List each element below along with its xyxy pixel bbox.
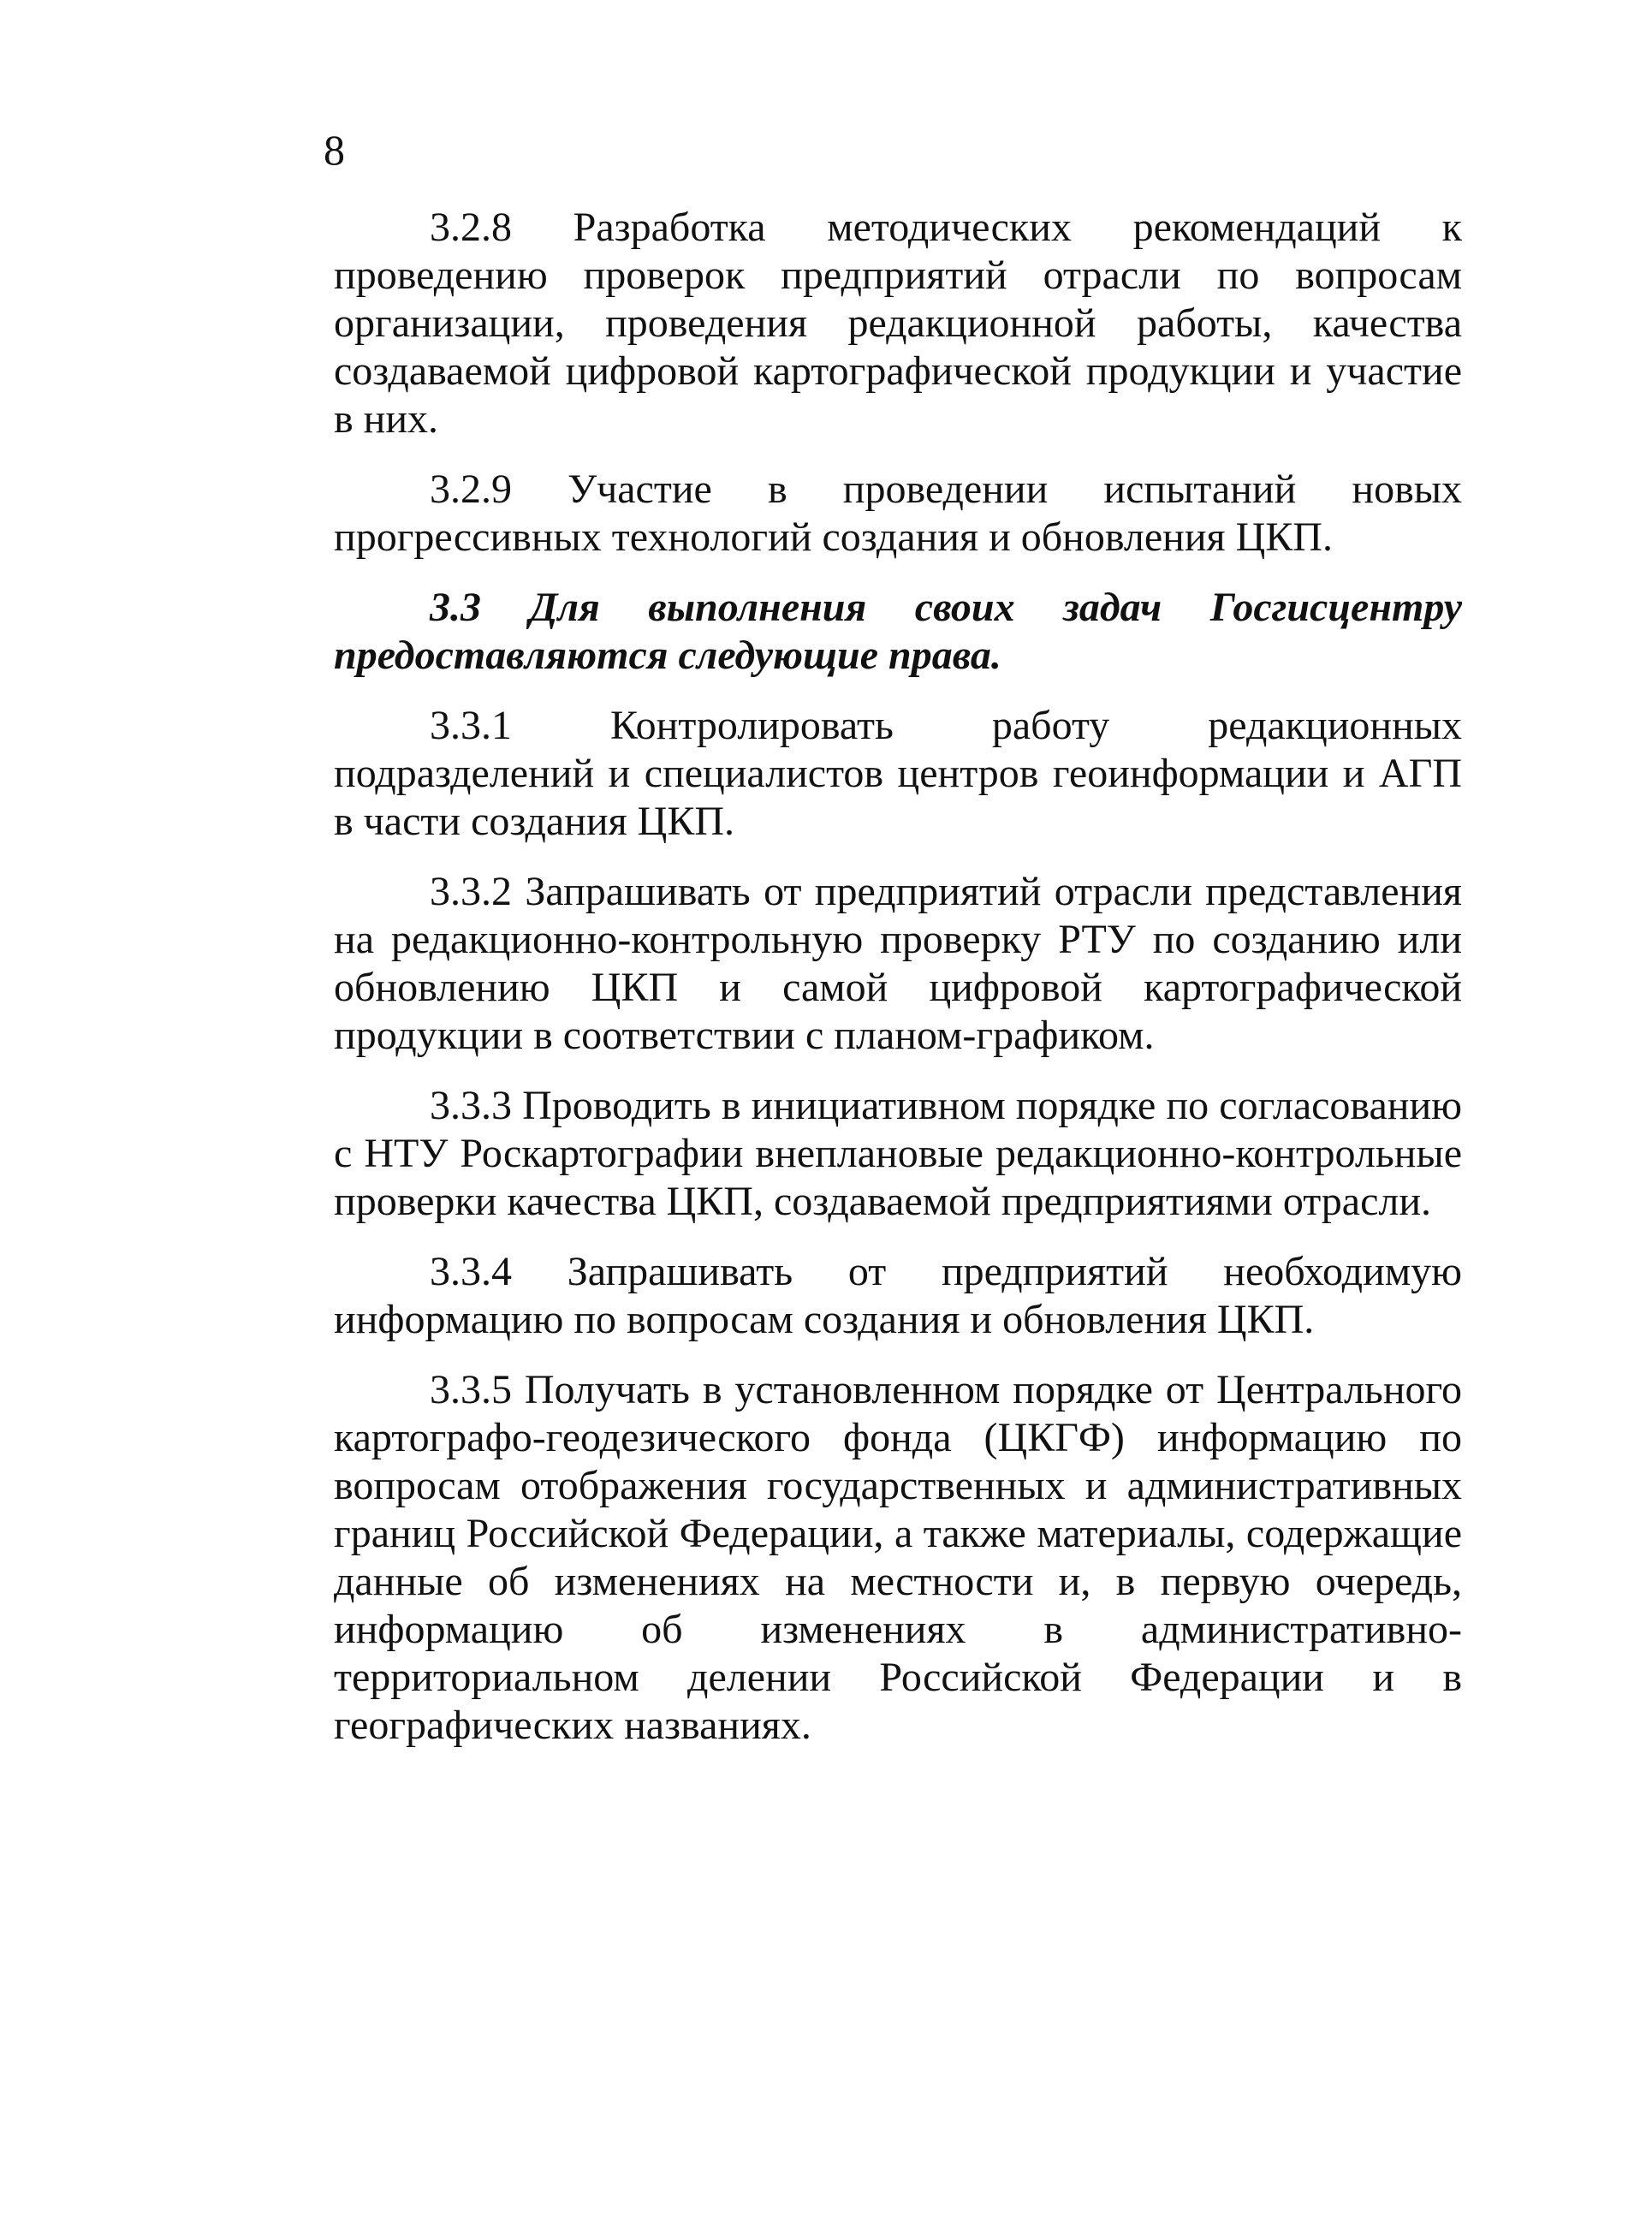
document-body bbox=[334, 204, 1462, 1772]
page-number: 8 bbox=[324, 126, 345, 174]
paragraph-3-2-9: 3.2.9 Участие в проведении испытаний новых прогрессивных технологий создания и обновления ЦКП. bbox=[334, 467, 1462, 560]
paragraph-3-3-3: 3.3.3 Проводить в инициативном порядке по согласованию с НТУ Роскартографии внеплановые редакционно-контрольные проверки качества ЦКП, создаваемой предприятиями отрасли. bbox=[334, 1083, 1462, 1224]
section-heading-3-3: 3.3 Для выполнения своих задач Госгисцентру предоставляются следующие права. bbox=[334, 585, 1462, 678]
paragraph-3-3-4: 3.3.4 Запрашивать от предприятий необходимую информацию по вопросам создания и обновления ЦКП. bbox=[334, 1249, 1462, 1342]
paragraph-3-3-1: 3.3.1 Контролировать работу редакционных подразделений и специалистов центров геоинформации и АГП в части создания ЦКП. bbox=[334, 703, 1462, 844]
paragraph-3-3-5: 3.3.5 Получать в установленном порядке от Центрального картографо-геодезического фонда (ЦКГФ) информацию по вопросам отображения государственных и административных границ Российской Федерации, а также материалы, содержащие данные об изменениях на местности и, в первую очередь, информацию об изменениях в административно-территориальном делении Российской Федерации и в географических названиях. bbox=[334, 1367, 1462, 1748]
paragraph-3-2-8: 3.2.8 Разработка методических рекомендаций к проведению проверок предприятий отрасли по вопросам организации, проведения редакционной работы, качества создаваемой цифровой картографической продукции и участие в них. bbox=[334, 205, 1462, 442]
paragraph-3-3-2: 3.3.2 Запрашивать от предприятий отрасли представления на редакционно-контрольную проверку РТУ по созданию или обновлению ЦКП и самой цифровой картографической продукции в соответствии с планом-графиком. bbox=[334, 869, 1462, 1058]
